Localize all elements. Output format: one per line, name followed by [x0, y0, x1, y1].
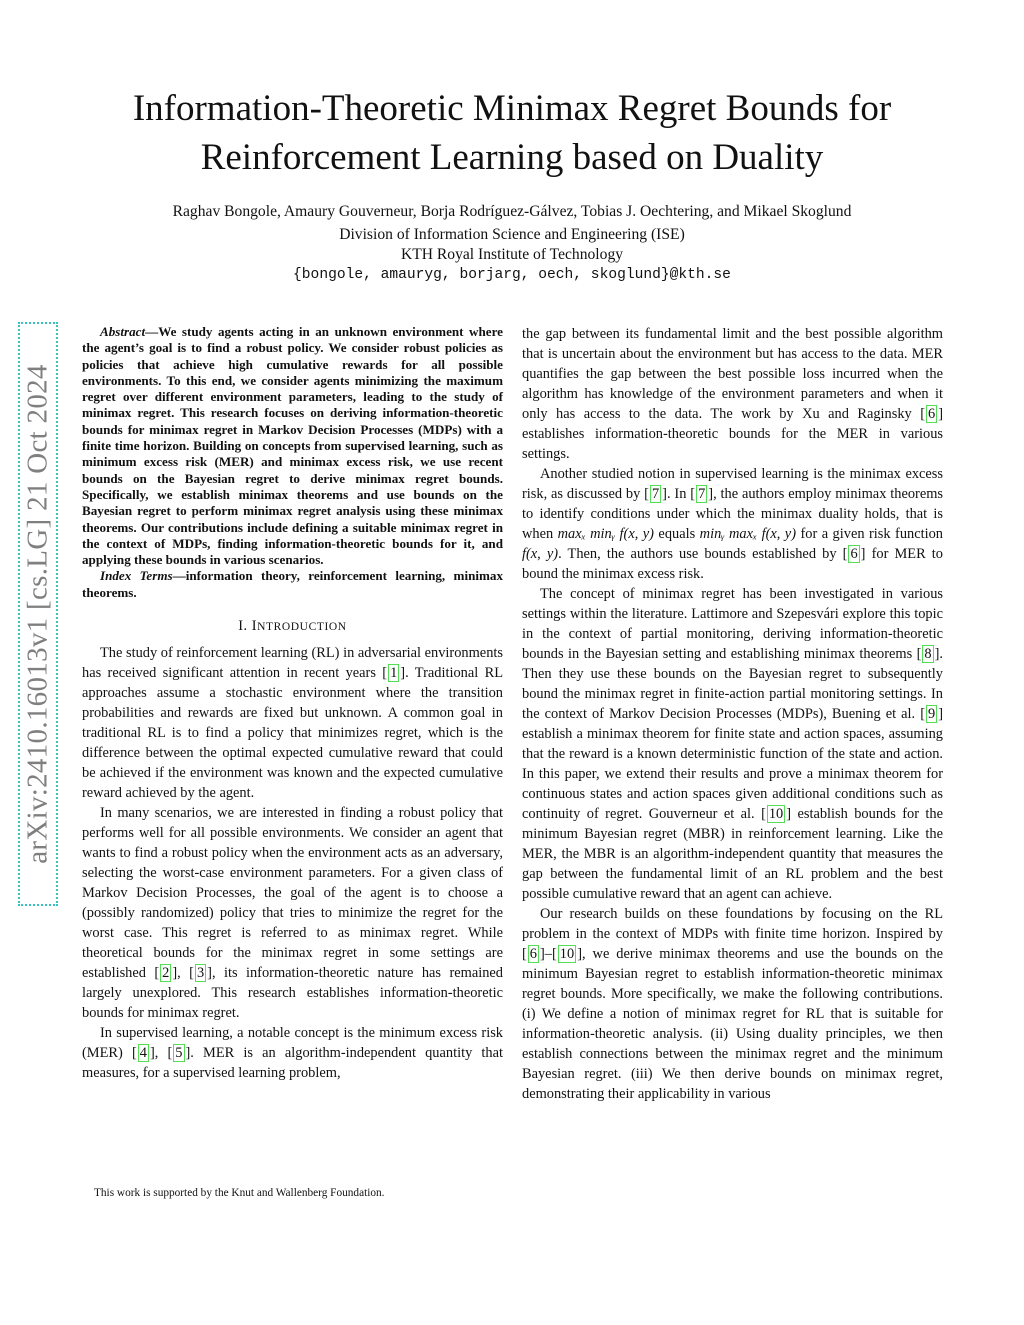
footnote: This work is supported by the Knut and Wallenberg Foundation. — [94, 1187, 385, 1199]
affiliation-block — [60, 225, 964, 285]
citation-link[interactable]: 1 — [390, 665, 398, 682]
intro-paragraph: In supervised learning, a notable concept is the minimum excess risk (MER) [ 4 ], [ 5 ]. MER is an algorithm-independent quantity that measures, for a supervised learning problem, — [82, 1025, 504, 1082]
right-column — [522, 324, 943, 1104]
author-list: Raghav Bongole, Amaury Gouverneur, Borja Rodríguez-Gálvez, Tobias J. Oechtering, and Mikael Skoglund — [172, 203, 852, 220]
citation-link[interactable]: 10 — [768, 806, 784, 822]
citation-link[interactable]: 6 — [850, 546, 858, 562]
math-expression: f(x, y) — [522, 546, 559, 562]
section-title-initial: I — [251, 618, 258, 635]
intro-paragraph: The study of reinforcement learning (RL) in adversarial environments has received significant attention in recent years [ 1 ]. Traditional RL approaches assume a stochastic environment where the transition probabilities and rewards are fixed but unknown. A common goal in traditional RL is to find a policy that minimizes regret, which is the difference between the optimal expected cumulative reward that could be achieved if the environment was known and the expected cumulative reward achieved by the agent. — [82, 645, 503, 802]
affiliation-division: Division of Information Science and Engineering (ISE) — [339, 226, 685, 243]
body-paragraph: The concept of minimax regret has been investigated in various settings within the literature. Lattimore and Szepesvári explore this topic in the context of partial monitoring, deriving information-theoretic bounds in the Bayesian setting and establishing minimax theorems [ 8 ]. Then they use these bounds on the Bayesian regret to subsequently bound the minimax regret in finite-action partial monitoring settings. In the context of Markov Decision Processes (MDPs), Buening et al. [ 9 ] establish a minimax theorem for finite state and action spaces, assuming that the reward is a known deterministic function of the state and action. In this paper, we extend their results and prove a minimax theorem for continuous states and action spaces given additional conditions such as continuity of regret. Gouverneur et al. [ 10 ] establish bounds for the minimum Bayesian regret (MBR) in reinforcement learning. Like the MER, the MBR is an algorithm-independent quantity that measures the gap between the fundamental limit of an RL problem and the best possible cumulative reward that an agent can achieve. — [522, 586, 943, 902]
intro-paragraph: In many scenarios, we are interested in finding a robust policy that performs well for all possible environments. We consider an agent that wants to find a robust policy when the environment acts as an adversary, selecting the worst-case environment parameters. For a given class of Markov Decision Processes, the goal of the agent is to choose a (possibly randomized) policy that tries to minimize the regret for the worst case. This regret is referred to as minimax regret. While theoretical bounds for the minimax regret in some settings are established [ 2 ], [ 3 ], its information-theoretic nature has remained largely unexplored. This research establishes information-theoretic bounds for minimax regret. — [82, 805, 503, 1022]
math-expression: maxₓ minᵧ f(x, y) — [557, 526, 654, 542]
abstract-text: We study agents acting in an unknown environment where the agent’s goal is to find a robust policy. We consider robust policies as policies that achieve high cumulative rewards for all possible environments. To this end, we consider agents minimizing the maximum regret over different environment parameters, leading to the study of minimax regret. This research focuses on deriving information-theoretic bounds for minimax regret in Markov Decision Processes (MDPs) with a finite time horizon. Building on concepts from supervised learning, such as minimum excess risk (MER) and minimax excess risk, we use recent bounds on the Bayesian regret to derive minimax regret bounds. Specifically, we establish minimax theorems and use bounds on the Bayesian regret to perform minimax regret analysis using these minimax theorems. Our contributions include defining a suitable minimax regret in the context of MDPs, finding information-theoretic bounds for it, and applying these bounds in various scenarios. — [82, 324, 503, 568]
citation-link[interactable]: 8 — [924, 646, 932, 662]
section-heading-introduction — [82, 616, 503, 637]
citation-link[interactable]: 10 — [559, 946, 575, 962]
section-title-rest: NTRODUCTION — [257, 621, 347, 634]
arxiv-stamp[interactable] — [18, 322, 58, 906]
math-expression: minᵧ maxₓ f(x, y) — [699, 526, 796, 542]
left-column — [82, 324, 503, 1083]
section-number: I. — [238, 618, 248, 635]
citation-link[interactable]: 7 — [651, 486, 660, 502]
paper-title: Information-Theoretic Minimax Regret Bounds for Reinforcement Learning based on Duality — [132, 88, 892, 178]
abstract-label: Abstract — [100, 324, 146, 339]
citation-link[interactable]: 9 — [928, 706, 936, 722]
citation-link[interactable]: 5 — [175, 1045, 183, 1062]
affiliation-institute: KTH Royal Institute of Technology — [400, 246, 624, 263]
citation-link[interactable]: 4 — [139, 1045, 147, 1062]
body-paragraph: the gap between its fundamental limit and the best possible algorithm that is uncertain about the environment but has access to the data. MER quantifies the gap between the best possible loss incurred when the algorithm has knowledge of the environment parameters and when it only has access to the data. The work by Xu and Raginsky [ 6 ] establishes information-theoretic bounds for the MER in various settings. — [522, 326, 943, 462]
citation-link[interactable]: 3 — [196, 965, 205, 982]
author-emails: {bongole, amauryg, borjarg, oech, skoglund}@kth.se — [293, 267, 731, 283]
citation-link[interactable]: 6 — [928, 406, 936, 422]
body-paragraph: Our research builds on these foundations by focusing on the RL problem in the context of MDPs with finite time horizon. Inspired by [ 6 ]–[ 10 ], we derive minimax theorems and use the bounds on the minimum Bayesian regret to establish information-theoretic minimax regret bounds. More specifically, we make the following contributions. (i) We define a notion of minimax regret for RL that is suitable for information-theoretic analysis. (ii) Using duality principles, we then establish connections between the minimax regret and the minimum Bayesian regret. (iii) We then derive bounds on minimax regret, demonstrating their applicability in various — [522, 906, 943, 1102]
body-paragraph: Another studied notion in supervised learning is the minimax excess risk, as discussed by [ 7 ]. In [ 7 ], the authors employ minimax theorems to identify conditions under which the minimax duality holds, that is when maxₓ minᵧ f(x, y) equals minᵧ maxₓ f(x, y) for a given risk function f(x, y). Then, the authors use bounds established by [ 6 ] for MER to bound the minimax excess risk. — [522, 466, 944, 582]
index-terms: Index Terms—information theory, reinforcement learning, minimax theorems. — [82, 568, 503, 600]
index-terms-label: Index Terms — [100, 568, 173, 584]
citation-link[interactable]: 7 — [698, 486, 706, 502]
citation-link[interactable]: 6 — [529, 946, 537, 962]
citation-link[interactable]: 2 — [162, 965, 170, 982]
abstract: Abstract—We study agents acting in an unknown environment where the agent’s goal is to find a robust policy. We consider robust policies as policies that achieve high cumulative rewards for all possible environments. To this end, we consider agents minimizing the maximum regret over different environment parameters, leading to the study of minimax regret. This research focuses on deriving information-theoretic bounds for minimax regret in Markov Decision Processes (MDPs) with a finite time horizon. Building on concepts from supervised learning, such as minimum excess risk (MER) and minimax excess risk, we use recent bounds on the Bayesian regret to derive minimax regret bounds. Specifically, we establish minimax theorems and use bounds on the Bayesian regret to perform minimax regret analysis using these minimax theorems. Our contributions include defining a suitable minimax regret in the context of MDPs, finding information-theoretic bounds for it, and applying these bounds in various scenarios. — [82, 324, 503, 568]
index-terms-text: information theory, reinforcement learning, minimax theorems. — [82, 568, 503, 600]
arxiv-id: arXiv:2410.16013v1 [cs.LG] 21 Oct 2024 — [21, 364, 54, 864]
